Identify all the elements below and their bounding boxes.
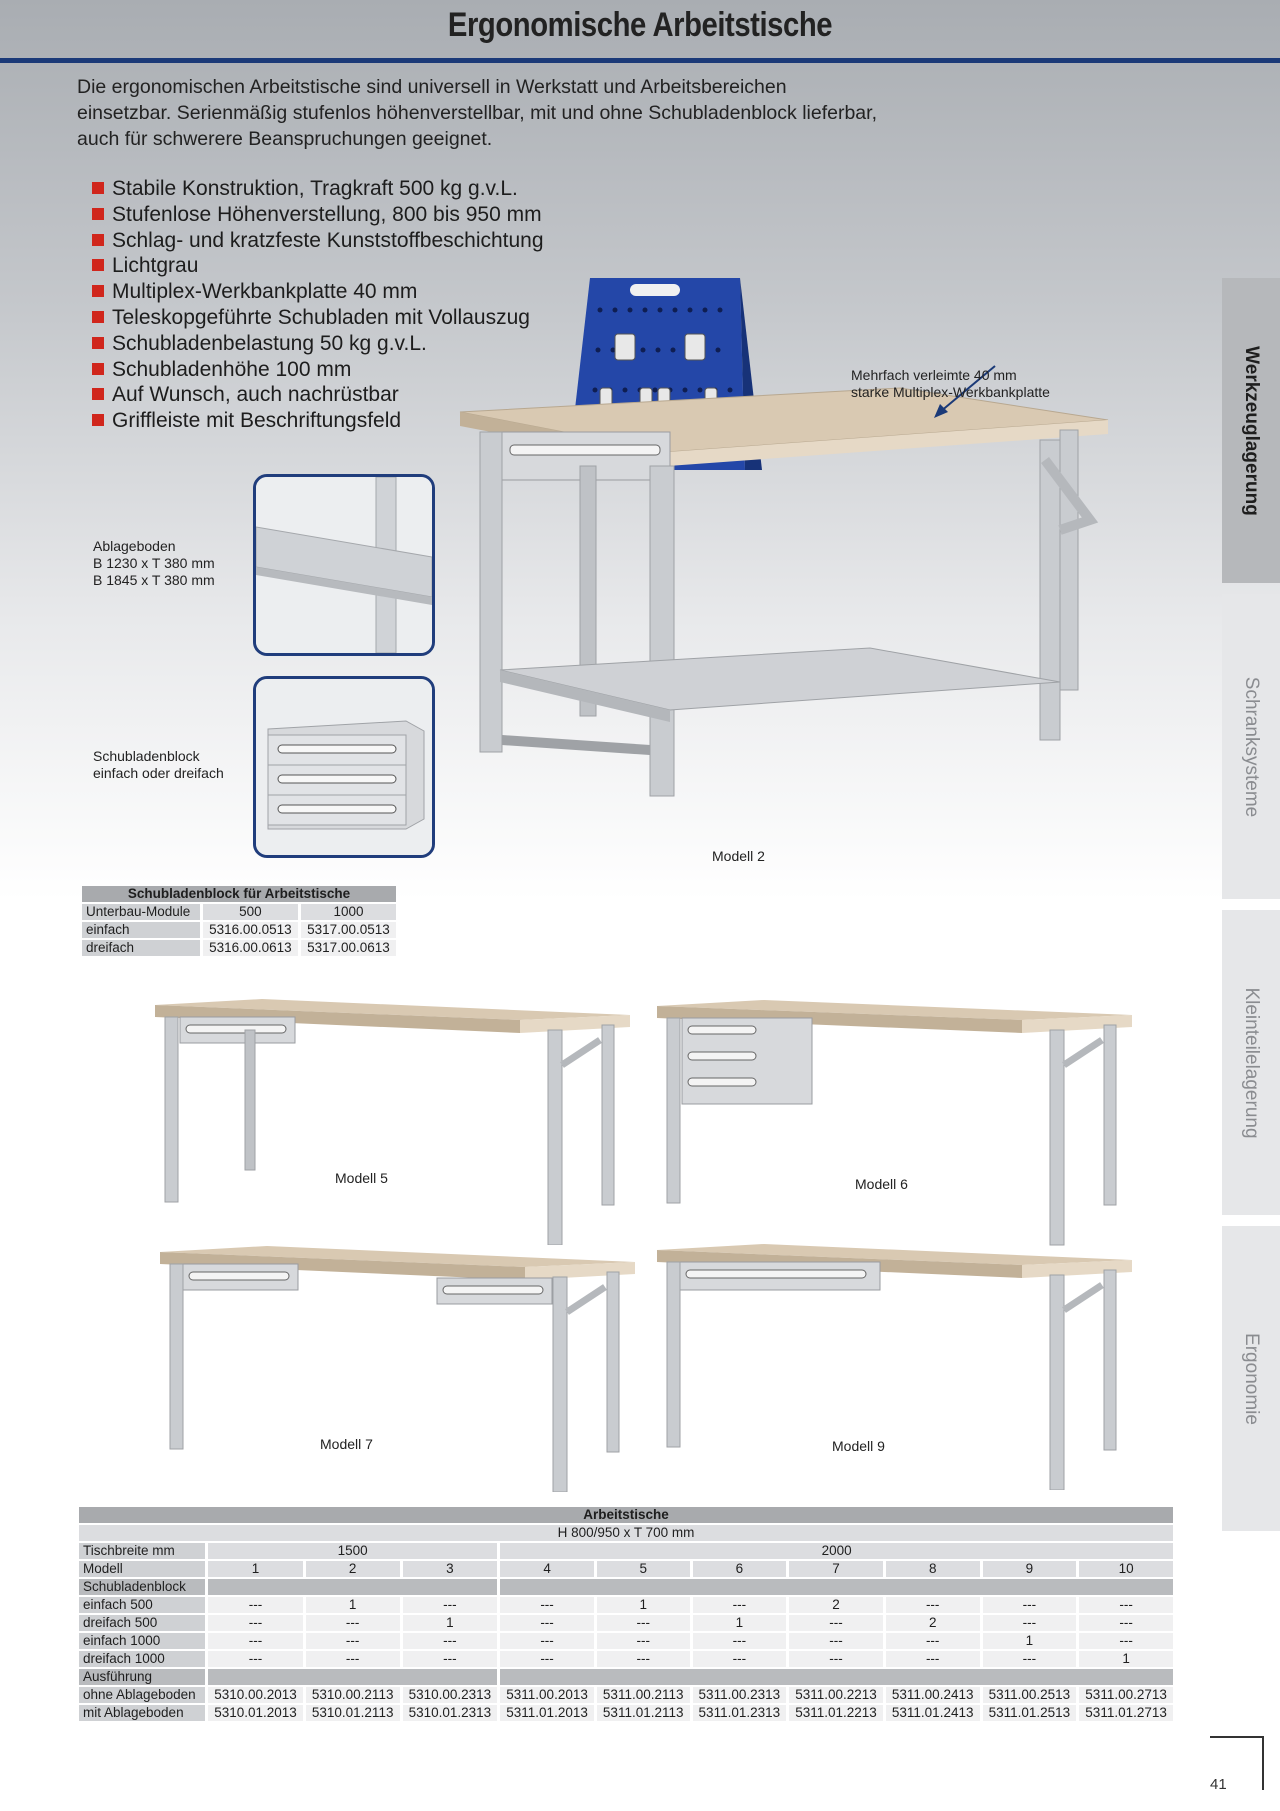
table-header-cell: 1: [208, 1561, 303, 1577]
plate-callout-line: starke Multiplex-Werkbankplatte: [851, 384, 1050, 400]
table-cell: ---: [886, 1597, 980, 1613]
table-cell: ---: [886, 1633, 980, 1649]
table-row-label: dreifach 1000: [79, 1651, 205, 1667]
shelf-callout-line: B 1230 x T 380 mm: [93, 555, 215, 571]
table-cell: 5311.00.2113: [597, 1687, 690, 1703]
workbench-table-title: Arbeitstische: [79, 1507, 1173, 1523]
table-header-cell: 6: [693, 1561, 787, 1577]
feature-item: [92, 176, 612, 202]
workbench-model-5-image: [150, 985, 640, 1245]
bullet-square-icon: [92, 259, 104, 271]
table-row: [79, 1687, 1173, 1703]
table-cell: 5311.00.2213: [789, 1687, 883, 1703]
feature-text: Schlag- und kratzfeste Kunststoffbeschichtung: [112, 228, 544, 252]
shelf-callout-line: Ablageboden: [93, 538, 176, 554]
bullet-square-icon: [92, 208, 104, 220]
model-5-label: Modell 5: [335, 1170, 388, 1186]
drawer-block-thumbnail-image: [253, 676, 435, 858]
table-header-cell: Unterbau-Module: [82, 904, 200, 920]
bullet-square-icon: [92, 388, 104, 400]
table-cell: 5311.00.2013: [500, 1687, 594, 1703]
table-cell: ---: [208, 1615, 303, 1631]
table-cell: ---: [306, 1615, 400, 1631]
table-cell: ---: [208, 1633, 303, 1649]
sidebar-tab-label: Kleinteilelagerung: [1241, 986, 1262, 1139]
table-cell: ---: [983, 1615, 1077, 1631]
feature-text: Lichtgrau: [112, 254, 199, 278]
table-cell: ---: [1079, 1633, 1173, 1649]
table-cell: ---: [693, 1651, 787, 1667]
table-row-label: einfach 1000: [79, 1633, 205, 1649]
feature-text: Stabile Konstruktion, Tragkraft 500 kg g.v.L.: [112, 177, 518, 200]
workbench-model-9-image: [652, 1230, 1142, 1490]
table-cell: ---: [1079, 1615, 1173, 1631]
table-row-label: ohne Ablageboden: [79, 1687, 205, 1703]
drawer-block-callout-line: einfach oder dreifach: [93, 765, 224, 781]
table-row: [82, 922, 396, 938]
table-row: [79, 1615, 1173, 1631]
workbench-table: [76, 1505, 1176, 1723]
bullet-square-icon: [92, 182, 104, 194]
table-cell: ---: [789, 1651, 883, 1667]
table-cell: 1: [1079, 1651, 1173, 1667]
feature-text: Schubladenbelastung 50 kg g.v.L.: [112, 331, 427, 355]
table-header-cell: 8: [886, 1561, 980, 1577]
table-header-cell: 3: [403, 1561, 498, 1577]
table-cell: 5316.00.0613: [203, 940, 298, 956]
sidebar-tab-label: Werkzeuglagerung: [1241, 345, 1262, 516]
sidebar-tab-label: Schranksysteme: [1241, 676, 1262, 817]
table-cell: ---: [983, 1597, 1077, 1613]
drawer-block-table: [79, 884, 399, 958]
table-cell: 5311.01.2113: [597, 1705, 690, 1721]
table-cell: 5311.01.2013: [500, 1705, 594, 1721]
table-header-cell: 500: [203, 904, 298, 920]
table-cell: ---: [403, 1651, 498, 1667]
table-cell: 1: [597, 1597, 690, 1613]
table-cell: 5311.00.2713: [1079, 1687, 1173, 1703]
table-row: [79, 1633, 1173, 1649]
sidebar-tab-ergonomie[interactable]: [1222, 1226, 1280, 1531]
table-cell: ---: [208, 1651, 303, 1667]
workbench-model-6-image: [652, 990, 1142, 1250]
table-cell: 5317.00.0613: [301, 940, 396, 956]
table-cell: 5311.00.2513: [983, 1687, 1077, 1703]
bullet-square-icon: [92, 337, 104, 349]
table-row: [79, 1651, 1173, 1667]
table-header-cell: 9: [983, 1561, 1077, 1577]
plate-callout: [851, 367, 1091, 401]
bullet-square-icon: [92, 363, 104, 375]
table-cell: ---: [789, 1615, 883, 1631]
table-cell: 5311.01.2213: [789, 1705, 883, 1721]
table-cell: 1: [306, 1597, 400, 1613]
table-cell: ---: [403, 1597, 498, 1613]
table-header-cell: 7: [789, 1561, 883, 1577]
feature-text: Multiplex-Werkbankplatte 40 mm: [112, 280, 418, 304]
sidebar-tab-label: Ergonomie: [1241, 1332, 1262, 1425]
table-header-cell: 4: [500, 1561, 594, 1577]
drawer-block-callout: [93, 748, 243, 782]
table-header-cell: 10: [1079, 1561, 1173, 1577]
table-cell: ---: [789, 1633, 883, 1649]
table-cell: 5311.01.2513: [983, 1705, 1077, 1721]
title-rule: [0, 58, 1280, 63]
table-row-label: mit Ablageboden: [79, 1705, 205, 1721]
table-header-cell: 1500: [208, 1543, 497, 1559]
workbench-table-subtitle: H 800/950 x T 700 mm: [79, 1525, 1173, 1541]
table-section-fill: [500, 1669, 1173, 1685]
table-section-label: Ausführung: [79, 1669, 205, 1685]
bullet-square-icon: [92, 285, 104, 297]
drawer-table-title: Schubladenblock für Arbeitstische: [82, 886, 396, 902]
table-cell: 5316.00.0513: [203, 922, 298, 938]
feature-text: Teleskopgeführte Schubladen mit Vollauszug: [112, 305, 530, 329]
table-cell: ---: [1079, 1597, 1173, 1613]
table-row-label: Tischbreite mm: [79, 1543, 205, 1559]
table-cell: 5310.01.2013: [208, 1705, 303, 1721]
feature-text: Griffleiste mit Beschriftungsfeld: [112, 409, 402, 433]
table-cell: 5310.01.2313: [403, 1705, 498, 1721]
table-cell: ---: [500, 1633, 594, 1649]
bullet-square-icon: [92, 311, 104, 323]
sidebar-tab-kleinteilelagerung[interactable]: [1222, 910, 1280, 1215]
model-7-label: Modell 7: [320, 1436, 373, 1452]
feature-text: Stufenlose Höhenverstellung, 800 bis 950 mm: [112, 202, 542, 226]
model-6-label: Modell 6: [855, 1176, 908, 1192]
table-header-cell: 1000: [301, 904, 396, 920]
table-header-cell: 5: [597, 1561, 690, 1577]
table-cell: 5311.01.2713: [1079, 1705, 1173, 1721]
plate-callout-line: Mehrfach verleimte 40 mm: [851, 367, 1017, 383]
table-cell: 5311.00.2413: [886, 1687, 980, 1703]
table-cell: ---: [306, 1651, 400, 1667]
table-section-label: Schubladenblock: [79, 1579, 205, 1595]
table-cell: ---: [886, 1651, 980, 1667]
table-section-fill: [500, 1579, 1173, 1595]
table-cell: 1: [983, 1633, 1077, 1649]
table-header-cell: 2: [306, 1561, 400, 1577]
table-cell: 5311.01.2413: [886, 1705, 980, 1721]
table-cell: 2: [789, 1597, 883, 1613]
table-row: [79, 1705, 1173, 1721]
table-cell: ---: [306, 1633, 400, 1649]
table-cell: 5311.01.2313: [693, 1705, 787, 1721]
table-cell: ---: [597, 1651, 690, 1667]
table-cell: 5317.00.0513: [301, 922, 396, 938]
table-cell: ---: [983, 1651, 1077, 1667]
shelf-callout: [93, 538, 243, 589]
intro-text: Die ergonomischen Arbeitstische sind universell in Werkstatt und Arbeitsbereichen einsetzbar. Serienmäßig stufenlos höhenverstellbar, mit und ohne Schubladenblock lieferbar, auch für schwerere Beanspruchungen geeignet.: [77, 76, 877, 150]
table-cell: 5310.01.2113: [306, 1705, 400, 1721]
table-cell: ---: [500, 1615, 594, 1631]
workbench-model-7-image: [155, 1232, 645, 1492]
sidebar-tab-schranksysteme[interactable]: [1222, 594, 1280, 899]
workbench-model-2-image: [440, 270, 1220, 930]
feature-item: [92, 228, 612, 254]
table-row-label: Modell: [79, 1561, 205, 1577]
table-section-fill: [208, 1669, 497, 1685]
feature-item: [92, 202, 612, 228]
table-row: [79, 1597, 1173, 1613]
table-row: [82, 940, 396, 956]
table-cell: 1: [693, 1615, 787, 1631]
table-cell: ---: [403, 1633, 498, 1649]
table-cell: 5310.00.2313: [403, 1687, 498, 1703]
table-cell: ---: [208, 1597, 303, 1613]
shelf-thumbnail-image: [253, 474, 435, 656]
table-row-label: dreifach 500: [79, 1615, 205, 1631]
model-2-label: Modell 2: [712, 848, 765, 864]
table-cell: dreifach: [82, 940, 200, 956]
table-cell: ---: [693, 1633, 787, 1649]
table-row-label: einfach 500: [79, 1597, 205, 1613]
table-section-fill: [208, 1579, 497, 1595]
page-title: Ergonomische Arbeitstische: [447, 6, 833, 44]
table-cell: 5310.00.2113: [306, 1687, 400, 1703]
table-cell: 2: [886, 1615, 980, 1631]
drawer-block-callout-line: Schubladenblock: [93, 748, 200, 764]
table-cell: 5311.00.2313: [693, 1687, 787, 1703]
table-cell: ---: [693, 1597, 787, 1613]
table-cell: ---: [500, 1651, 594, 1667]
table-cell: ---: [500, 1597, 594, 1613]
feature-text: Schubladenhöhe 100 mm: [112, 357, 352, 381]
table-cell: 5310.00.2013: [208, 1687, 303, 1703]
table-cell: ---: [597, 1633, 690, 1649]
table-cell: 1: [403, 1615, 498, 1631]
feature-text: Auf Wunsch, auch nachrüstbar: [112, 383, 399, 407]
shelf-callout-line: B 1845 x T 380 mm: [93, 572, 215, 588]
table-cell: ---: [597, 1615, 690, 1631]
table-header-cell: 2000: [500, 1543, 1173, 1559]
sidebar-tab-werkzeuglagerung[interactable]: [1222, 278, 1280, 583]
model-9-label: Modell 9: [832, 1438, 885, 1454]
bullet-square-icon: [92, 414, 104, 426]
page-number: 41: [1210, 1776, 1227, 1793]
bullet-square-icon: [92, 234, 104, 246]
table-cell: einfach: [82, 922, 200, 938]
